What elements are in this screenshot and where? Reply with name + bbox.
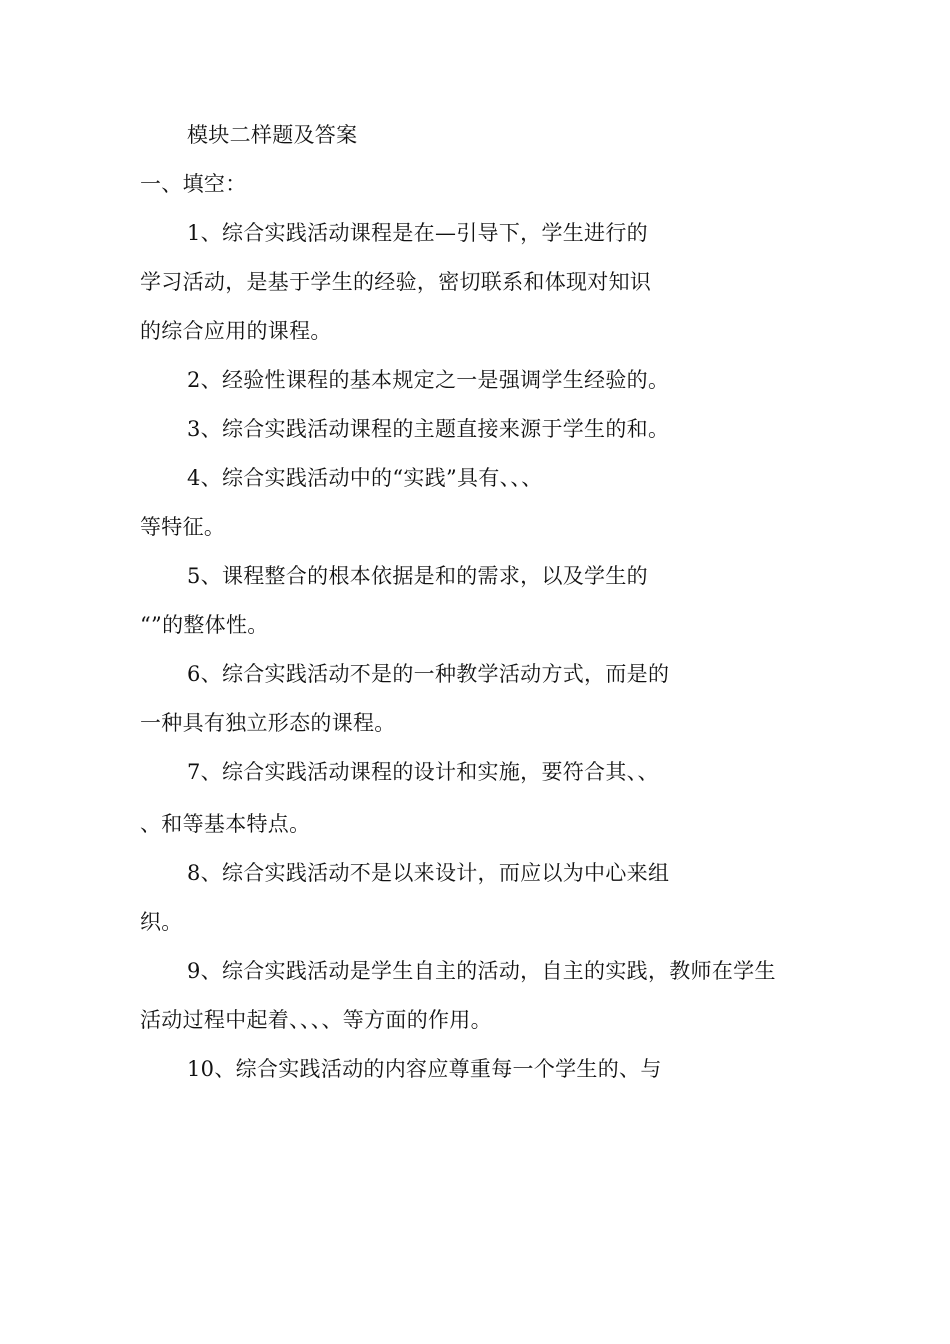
question-7-line-2: 、和等基本特点。 xyxy=(140,812,311,836)
question-6-line-2: 一种具有独立形态的课程。 xyxy=(140,711,396,735)
question-4-line-1: 4、综合实践活动中的“实践”具有、、、 xyxy=(187,466,543,490)
section-heading: 一、填空： xyxy=(140,172,247,196)
question-6-line-1: 6、综合实践活动不是的一种教学活动方式，而是的 xyxy=(187,662,670,686)
question-9-line-2: 活动过程中起着、、、、等方面的作用。 xyxy=(140,1008,492,1032)
question-8-line-2: 织。 xyxy=(140,910,183,934)
question-5-line-2: “”的整体性。 xyxy=(140,613,269,637)
question-1-line-2: 学习活动，是基于学生的经验，密切联系和体现对知识 xyxy=(140,270,652,294)
question-9-line-1: 9、综合实践活动是学生自主的活动，自主的实践，教师在学生 xyxy=(187,959,776,983)
question-1-line-1: 1、综合实践活动课程是在—引导下，学生进行的 xyxy=(187,221,648,245)
question-1-line-3: 的综合应用的课程。 xyxy=(140,319,332,343)
question-10-line-1: 10、综合实践活动的内容应尊重每一个学生的、与 xyxy=(187,1057,662,1081)
question-2: 2、经验性课程的基本规定之一是强调学生经验的。 xyxy=(187,368,670,392)
question-7-line-1: 7、综合实践活动课程的设计和实施，要符合其、、 xyxy=(187,760,659,784)
question-3: 3、综合实践活动课程的主题直接来源于学生的和。 xyxy=(187,417,670,441)
question-8-line-1: 8、综合实践活动不是以来设计，而应以为中心来组 xyxy=(187,861,670,885)
question-4-line-2: 等特征。 xyxy=(140,515,226,539)
document-title: 模块二样题及答案 xyxy=(187,123,358,147)
question-5-line-1: 5、课程整合的根本依据是和的需求，以及学生的 xyxy=(187,564,648,588)
